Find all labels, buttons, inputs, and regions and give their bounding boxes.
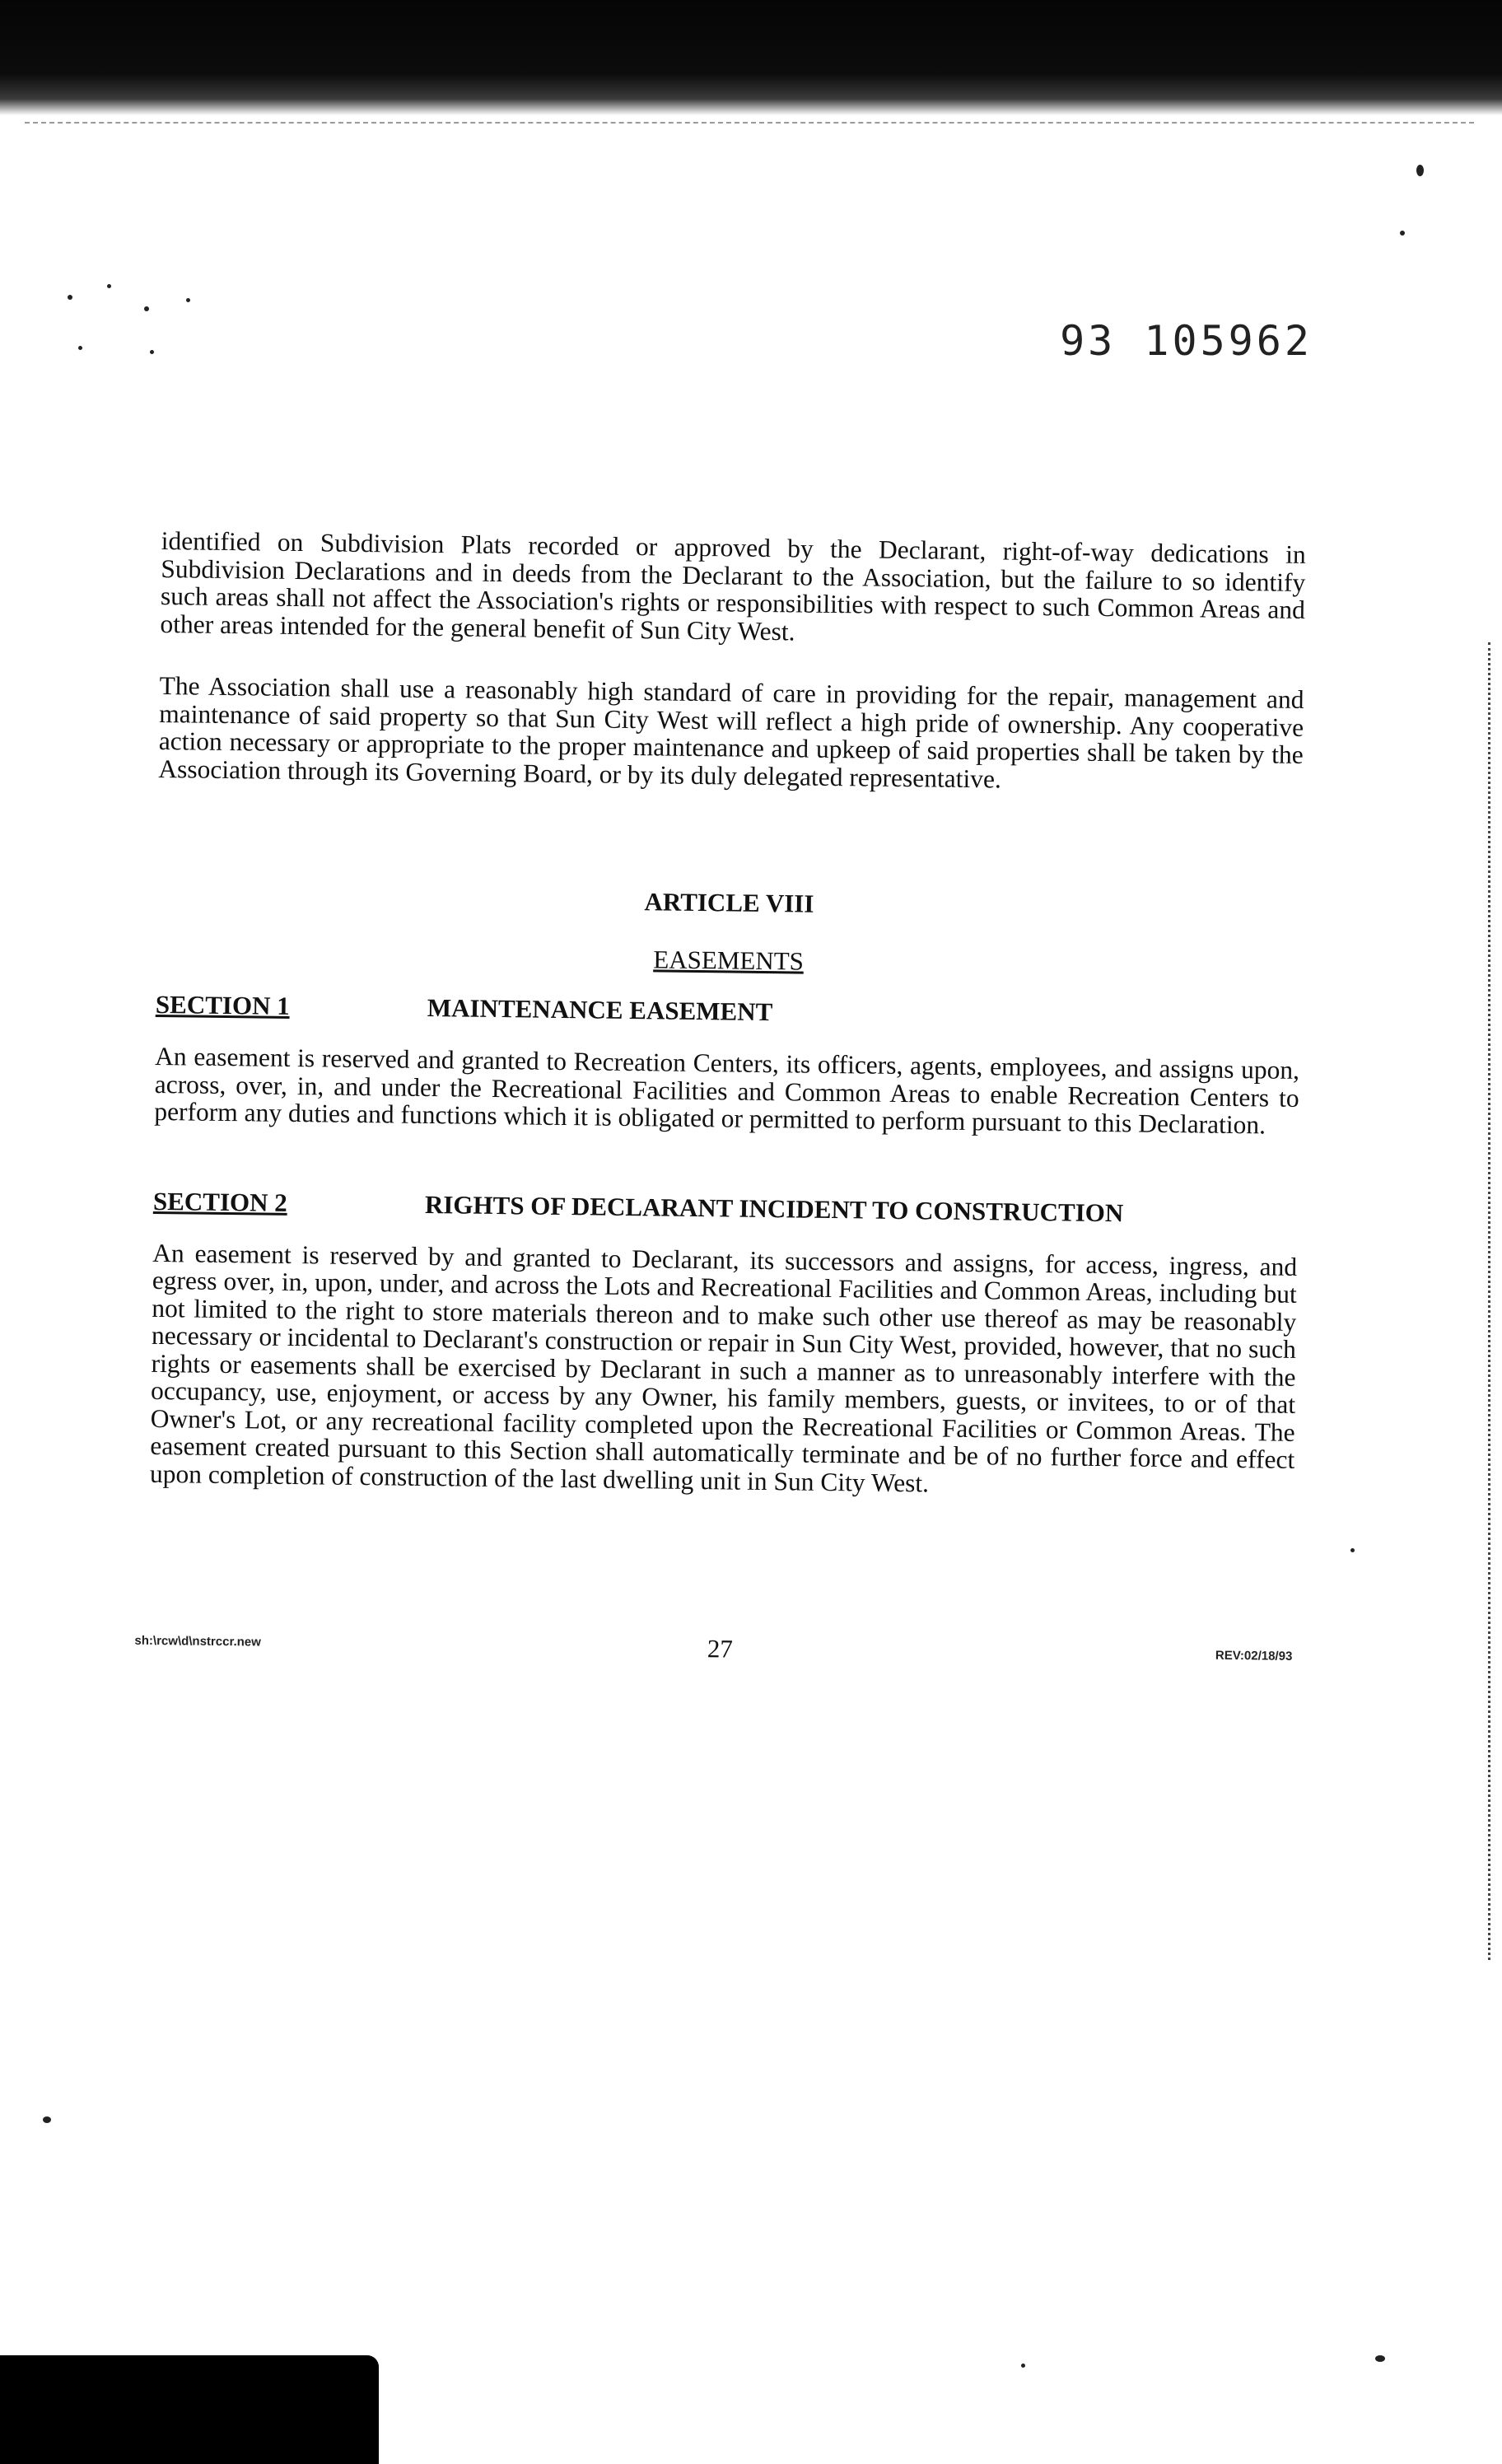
scan-speck [1350, 1548, 1355, 1552]
section-body-2: An easement is reserved by and granted to Declarant, its successors and assigns, for access, ingress, and egress over, in, upon, under, and across the Lots and Recreational Facilities and Common Areas, including but not limited to the right to store materials thereon and to make such other use thereof as may be reasonably necessary or incidental to Declarant's construction or repair in Sun City West, provided, however, that no such rights or easements shall be exercised by Declarant in such a manner as to unreasonably interfere with the occupancy, use, enjoyment, or access by any Owner, his family members, guests, or invitees, to or of that Owner's Lot, or any recreational facility completed upon the Recreational Facilities or Common Areas. The easement created pursuant to this Section shall automatically terminate and be of no further force and effect upon completion of construction of the last dwelling unit in Sun City West. [149, 1238, 1298, 1497]
scan-border-top [0, 0, 1502, 115]
document-page [134, 526, 1306, 1674]
scan-speck [1021, 2364, 1025, 2368]
scan-speck [144, 306, 149, 311]
section-label: SECTION 2 [152, 1186, 288, 1217]
scan-speck [150, 350, 154, 354]
page-number: 27 [707, 1634, 734, 1664]
section-body-1: An easement is reserved and granted to Recreation Centers, its officers, agents, employees, and assigns upon, across, over, in, and under the Recreational Facilities and Common Areas to enable Recreation Centers to perform any duties and functions which it is obligated or permitted to perform pursuant to this Declaration. [154, 1041, 1300, 1140]
intro-paragraph-2: The Association shall use a reasonably high standard of care in providing for the repair, management and maintenance of said property so that Sun City West will reflect a high pride of ownership. Any cooperative action necessary or appropriate to the proper maintenance and upkeep of said properties shall be taken by the Association through its Governing Board, or by its duly delegated representative. [158, 670, 1304, 793]
section-heading-1 [156, 990, 1300, 1034]
scan-speck [1375, 2355, 1385, 2362]
article-subtitle: EASEMENTS [653, 945, 805, 976]
article-title: ARTICLE VIII [644, 887, 814, 918]
scan-artifact-line [25, 122, 1474, 124]
scan-speck [68, 295, 72, 300]
section-title: MAINTENANCE EASEMENT [427, 992, 773, 1027]
section-title: RIGHTS OF DECLARANT INCIDENT TO CONSTRUCTION [424, 1189, 1124, 1227]
footer-revision: REV:02/18/93 [1215, 1648, 1293, 1664]
footer-file-path: sh:\rcw\d\nstrccr.new [134, 1633, 261, 1650]
scan-border-bottom [0, 2355, 379, 2464]
scan-speck [43, 2116, 51, 2123]
scan-speck [107, 284, 111, 288]
document-number: 93 105962 [1060, 317, 1313, 365]
page-footer [134, 1627, 1293, 1674]
section-heading-2 [153, 1186, 1298, 1230]
scan-speck [1416, 165, 1424, 176]
scan-margin-dots [1481, 642, 1490, 1960]
section-label: SECTION 1 [155, 989, 290, 1020]
scan-speck [1400, 231, 1405, 236]
intro-paragraph-1: identified on Subdivision Plats recorded or approved by the Declarant, right-of-way dedications in Subdivision Declarations and in deeds from the Declarant to the Association, but the failure to so identify such areas shall not affect the Association's rights or responsibilities with respect to such Common Areas and other areas intended for the general benefit of Sun City West. [160, 526, 1306, 646]
scan-speck [186, 298, 190, 302]
scan-speck [78, 346, 82, 350]
